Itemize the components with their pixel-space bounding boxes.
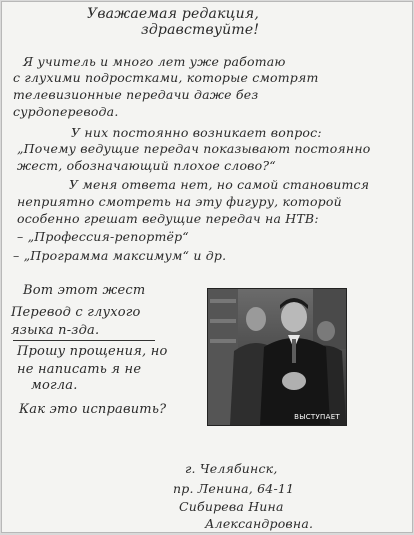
paragraph-3-line-5: – „Программа максимум“ и др. — [13, 248, 227, 263]
paragraph-1-line-3: телевизионные передачи даже без — [13, 87, 259, 102]
left-note-line-2: Перевод с глухого — [11, 305, 141, 320]
tv-photo-image — [208, 289, 346, 425]
paragraph-1-line-4: сурдоперевода. — [13, 104, 119, 119]
signature-line-2: пр. Ленина, 64-11 — [173, 481, 295, 496]
paragraph-2-line-3: жест, обозначающий плохое слово?“ — [17, 158, 276, 173]
left-note-line-5: не написать я не — [17, 362, 142, 377]
paragraph-1-line-2: с глухими подростками, которые смотрят — [13, 70, 319, 85]
signature-line-3: Сибирева Нина — [179, 499, 284, 514]
left-note-line-7: Как это исправить? — [19, 402, 167, 417]
pasted-tv-photo — [207, 288, 347, 426]
letter-page — [1, 1, 413, 533]
left-note-line-4: Прошу прощения, но — [17, 344, 168, 359]
paragraph-2-line-1: У них постоянно возникает вопрос: — [71, 125, 322, 140]
underline-mark — [13, 340, 155, 341]
paragraph-3-line-3: особенно грешат ведущие передач на НТВ: — [17, 211, 319, 226]
left-note-line-1: Вот этот жест — [23, 283, 146, 298]
greeting-line-1: Уважаемая редакция, — [87, 6, 259, 22]
photo-caption: ВЫСТУПАЕТ — [294, 413, 340, 421]
signature-line-1: г. Челябинск, — [185, 461, 278, 476]
paragraph-3-line-4: – „Профессия-репортёр“ — [17, 229, 189, 244]
paragraph-2-line-2: „Почему ведущие передач показывают постоянно — [17, 141, 371, 156]
paragraph-1-line-1: Я учитель и много лет уже работаю — [23, 54, 286, 69]
paragraph-3-line-2: неприятно смотреть на эту фигуру, которой — [17, 194, 342, 209]
left-note-line-3: языка п-зда. — [11, 323, 100, 338]
signature-line-4: Александровна. — [205, 516, 314, 531]
greeting-line-2: здравствуйте! — [141, 22, 260, 38]
paragraph-3-line-1: У меня ответа нет, но самой становится — [69, 177, 370, 192]
left-note-line-6: могла. — [31, 378, 78, 393]
